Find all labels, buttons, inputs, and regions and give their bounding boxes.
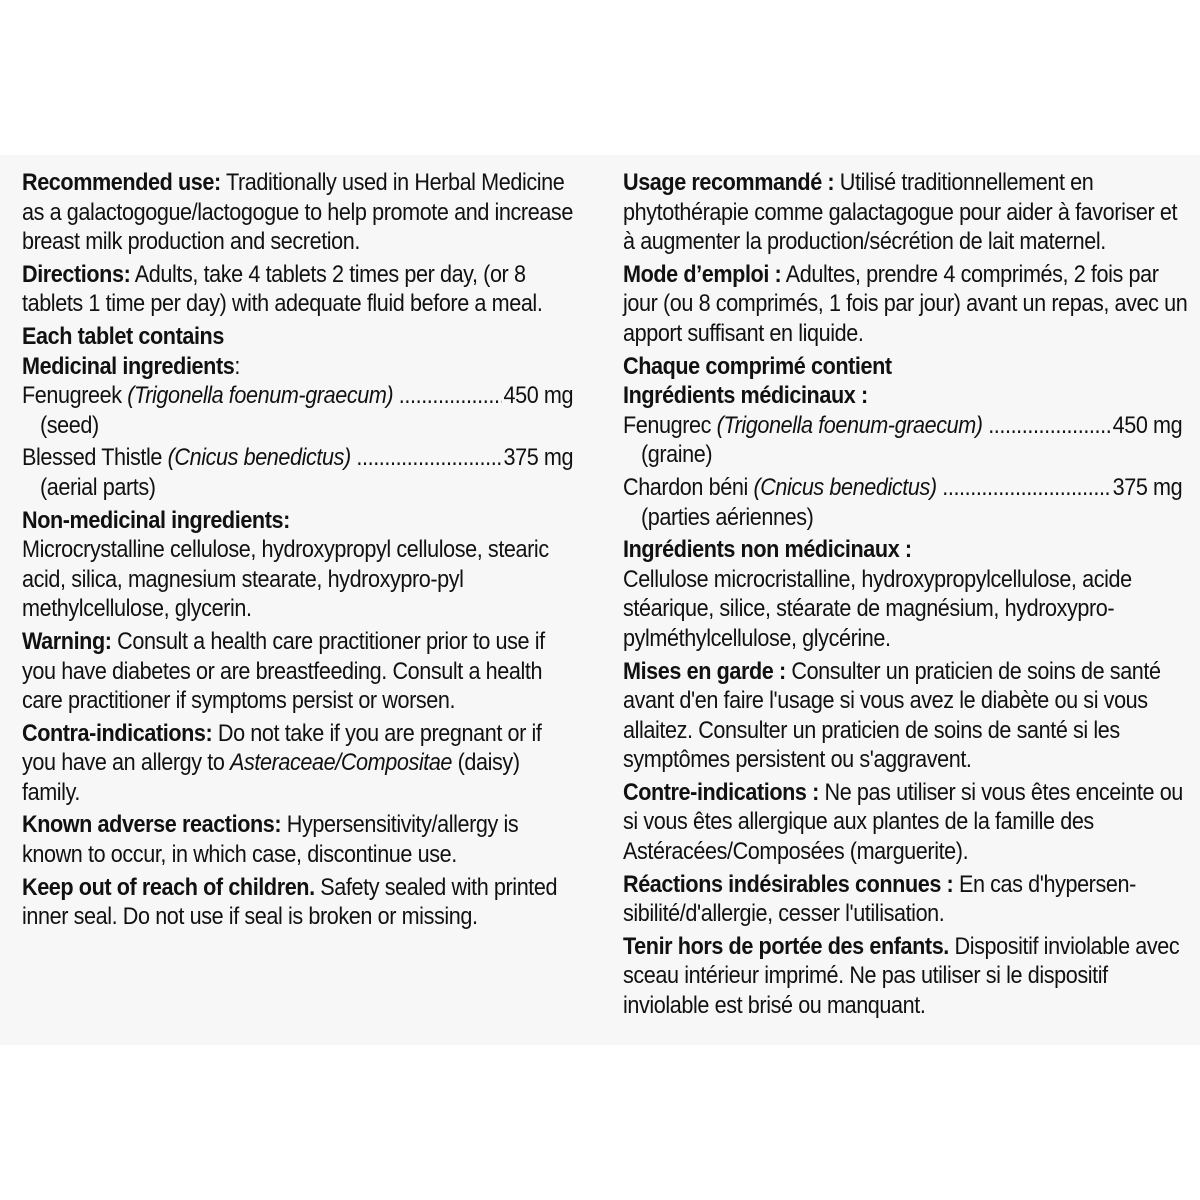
ingredient-part: (seed) [40, 411, 99, 439]
ingredient-part: (aerial parts) [40, 473, 156, 501]
ingredient-line [22, 381, 580, 411]
adverse-label: Réactions indésirables connues : [623, 870, 954, 898]
ingredient-name: Fenugreek [22, 382, 122, 410]
each-tablet-heading: Chaque comprimé contient [623, 352, 892, 380]
recommended-use-text: Utilisé traditionnellement en phytothérapie comme galactagogue pour aider à favoriser et à augmenter la production/sécrétion de lait maternel. [623, 169, 1178, 256]
ingredient-amount: 450 mg [1112, 411, 1183, 439]
recommended-use-fr [623, 168, 1190, 257]
ingredient-part: (parties aériennes) [641, 503, 814, 531]
non-medicinal-label: Non-medicinal ingredients: [22, 506, 290, 534]
directions-label: Mode d’emploi : [623, 260, 782, 288]
adverse-text: Hypersensitivity/allergy is known to occur, in which case, discontinue use. [22, 811, 519, 869]
contra-indications-en [22, 719, 580, 808]
contra-label: Contra-indications: [22, 719, 213, 747]
ingredient-name: Fenugrec [623, 411, 712, 439]
adverse-reactions-fr [623, 870, 1190, 929]
directions-label: Directions: [22, 260, 131, 288]
keep-out-label: Keep out of reach of children. [22, 873, 315, 901]
recommended-use-label: Usage recommandé : [623, 169, 835, 196]
directions-en [22, 260, 580, 319]
ingredient-latin: (Trigonella foenum-graecum) [716, 411, 983, 439]
warning-fr [623, 657, 1190, 775]
ingredient-line [623, 411, 1190, 441]
ingredient-item [22, 381, 580, 440]
adverse-label: Known adverse reactions: [22, 811, 282, 839]
non-medicinal-en [22, 506, 580, 624]
non-medicinal-text: Cellulose microcristalline, hydroxypropylcellulose, acide stéarique, silice, stéarate de magnésium, hydroxypro-pylméthylcellulose, glycérine. [623, 565, 1132, 652]
recommended-use-label: Recommended use: [22, 169, 221, 196]
warning-label: Mises en garde : [623, 657, 786, 685]
ingredient-line [22, 443, 580, 473]
keep-out-text: Dispositif inviolable avec sceau intérieur imprimé. Ne pas utiliser si le dispositif inviolable est brisé ou manquant. [623, 932, 1180, 1020]
english-column [22, 168, 580, 935]
warning-text: Consulter un praticien de soins de santé avant d'en faire l'usage si vous avez le diabète ou si vous allaitez. Consulter un praticien de soins de santé si les symptômes persistent ou s'aggravent. [623, 657, 1161, 774]
each-tablet-heading: Each tablet contains [22, 322, 224, 350]
warning-text: Consult a health care practitioner prior to use if you have diabetes or are breastfeeding. Consult a health care practitioner if symptoms persist or worsen. [22, 627, 545, 715]
ingredient-name: Blessed Thistle [22, 444, 163, 472]
ingredient-item [623, 473, 1190, 532]
medicinal-ingredients-heading-en [22, 352, 580, 382]
directions-fr [623, 260, 1190, 349]
ingredient-amount: 450 mg [503, 382, 574, 410]
ingredient-name: Chardon béni [623, 473, 748, 501]
ingredient-latin: (Trigonella foenum-graecum) [127, 382, 394, 410]
medicinal-heading-label: Medicinal ingredients [22, 352, 235, 380]
adverse-text: En cas d'hypersen-sibilité/d'allergie, cesser l'utilisation. [623, 870, 1136, 928]
adverse-reactions-en [22, 810, 580, 869]
french-column [623, 168, 1190, 1024]
ingredient-part: (graine) [641, 441, 713, 469]
medicinal-heading-colon: : [234, 352, 240, 380]
recommended-use-text: Traditionally used in Herbal Medicine as a galactogogue/lactogogue to help promote and increase breast milk production and secretion. [22, 169, 573, 256]
contra-label: Contre-indications : [623, 778, 819, 806]
contra-text: Do not take if you are pregnant or if you have an allergy to [22, 719, 542, 777]
ingredient-line [623, 473, 1190, 503]
medicinal-ingredients-heading-fr: Ingrédients médicinaux : [623, 382, 868, 410]
warning-en [22, 627, 580, 716]
ingredient-amount: 375 mg [1112, 473, 1183, 501]
keep-out-label: Tenir hors de portée des enfants. [623, 932, 949, 960]
directions-text: Adults, take 4 tablets 2 times per day, (or 8 tablets 1 time per day) with adequate fluid before a meal. [22, 260, 543, 318]
directions-text: Adultes, prendre 4 comprimés, 2 fois par jour (ou 8 comprimés, 1 fois par jour) avant un repas, avec un apport suffisant en liquide. [623, 260, 1188, 347]
non-medicinal-fr [623, 535, 1190, 653]
keep-out-fr [623, 932, 1190, 1021]
non-medicinal-label: Ingrédients non médicinaux : [623, 536, 912, 564]
ingredient-amount: 375 mg [503, 444, 574, 472]
keep-out-text: Safety sealed with printed inner seal. Do not use if seal is broken or missing. [22, 873, 558, 931]
contra-family: Asteraceae/Compositae [230, 749, 453, 777]
ingredient-latin: (Cnicus benedictus) [753, 473, 937, 501]
ingredient-item [623, 411, 1190, 470]
ingredient-latin: (Cnicus benedictus) [167, 444, 351, 472]
contra-indications-fr [623, 778, 1190, 867]
keep-out-en [22, 873, 580, 932]
non-medicinal-text: Microcrystalline cellulose, hydroxypropyl cellulose, stearic acid, silica, magnesium stearate, hydroxypro-pyl methylcellulose, glycerin. [22, 536, 549, 623]
warning-label: Warning: [22, 627, 112, 655]
ingredient-item [22, 443, 580, 502]
recommended-use-en [22, 168, 580, 257]
contra-text: Ne pas utiliser si vous êtes enceinte ou si vous êtes allergique aux plantes de la famille des Astéracées/Composées (marguerite). [623, 778, 1183, 866]
contra-text-after: (daisy) family. [22, 749, 520, 806]
